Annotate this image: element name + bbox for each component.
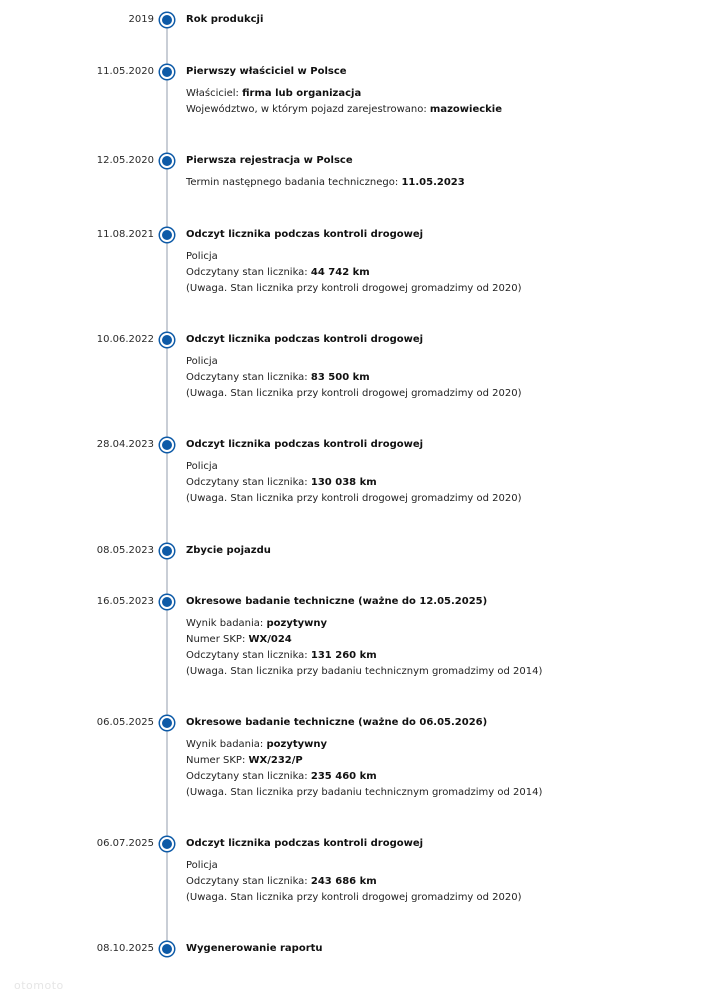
- event-body: [186, 227, 686, 297]
- event-title: Odczyt licznika podczas kontroli drogowej: [186, 838, 424, 849]
- event-title: Pierwsza rejestracja w Polsce: [186, 155, 353, 166]
- event-title: Odczyt licznika podczas kontroli drogowej: [186, 334, 424, 345]
- event-title: Pierwszy właściciel w Polsce: [186, 66, 347, 77]
- event-title: Rok produkcji: [186, 14, 264, 25]
- event-body: [186, 332, 686, 402]
- detail-label: (Uwaga. Stan licznika przy kontroli drogowej gromadzimy od 2020): [186, 892, 522, 903]
- detail-line: [186, 632, 686, 648]
- timeline-dot-icon: [160, 228, 174, 242]
- detail-label: Odczytany stan licznika:: [186, 876, 308, 887]
- detail-label: (Uwaga. Stan licznika przy kontroli drogowej gromadzimy od 2020): [186, 493, 522, 504]
- event-details: [186, 175, 686, 191]
- detail-value: 11.05.2023: [401, 177, 465, 188]
- detail-line: [186, 249, 686, 265]
- event-date: 28.04.2023: [96, 439, 154, 450]
- detail-label: Policja: [186, 461, 218, 472]
- detail-value: 131 260 km: [310, 650, 377, 661]
- event-body: [186, 64, 686, 118]
- event-date: 11.08.2021: [96, 229, 154, 240]
- event-body: [186, 437, 686, 507]
- event-date: 06.05.2025: [96, 717, 154, 728]
- timeline-dot-icon: [160, 942, 174, 956]
- detail-line: [186, 890, 686, 906]
- timeline-dot-icon: [160, 837, 174, 851]
- detail-label: Policja: [186, 860, 218, 871]
- detail-label: (Uwaga. Stan licznika przy kontroli drogowej gromadzimy od 2020): [186, 388, 522, 399]
- event-title: Odczyt licznika podczas kontroli drogowej: [186, 229, 424, 240]
- detail-line: [186, 175, 686, 191]
- detail-value: 130 038 km: [310, 477, 377, 488]
- timeline-dot-icon: [160, 544, 174, 558]
- detail-label: Odczytany stan licznika:: [186, 372, 308, 383]
- event-date: 06.07.2025: [96, 838, 154, 849]
- detail-line: [186, 753, 686, 769]
- detail-value: 235 460 km: [310, 771, 377, 782]
- detail-label: Właściciel:: [186, 88, 239, 99]
- timeline-dot-icon: [160, 154, 174, 168]
- timeline-dot-icon: [160, 595, 174, 609]
- detail-line: [186, 874, 686, 890]
- detail-label: Odczytany stan licznika:: [186, 477, 308, 488]
- timeline-dot-icon: [160, 65, 174, 79]
- detail-value: WX/232/P: [248, 755, 303, 766]
- watermark: otomoto: [14, 979, 64, 992]
- detail-line: [186, 459, 686, 475]
- detail-label: Numer SKP:: [186, 755, 246, 766]
- detail-label: (Uwaga. Stan licznika przy badaniu technicznym gromadzimy od 2014): [186, 787, 543, 798]
- detail-label: Odczytany stan licznika:: [186, 771, 308, 782]
- detail-line: [186, 265, 686, 281]
- detail-label: Odczytany stan licznika:: [186, 650, 308, 661]
- detail-line: [186, 769, 686, 785]
- detail-label: Odczytany stan licznika:: [186, 267, 308, 278]
- detail-value: pozytywny: [266, 618, 328, 629]
- detail-label: Wynik badania:: [186, 739, 264, 750]
- event-title: Okresowe badanie techniczne (ważne do 12.05.2025): [186, 596, 488, 607]
- detail-label: Termin następnego badania technicznego:: [186, 177, 399, 188]
- detail-value: pozytywny: [266, 739, 328, 750]
- event-details: [186, 354, 686, 402]
- event-details: [186, 249, 686, 297]
- detail-line: [186, 491, 686, 507]
- event-details: [186, 86, 686, 118]
- detail-value: mazowieckie: [429, 104, 503, 115]
- event-details: [186, 459, 686, 507]
- event-date: 11.05.2020: [96, 66, 154, 77]
- event-title: Zbycie pojazdu: [186, 545, 271, 556]
- event-date: 12.05.2020: [96, 155, 154, 166]
- timeline-dot-icon: [160, 13, 174, 27]
- detail-line: [186, 664, 686, 680]
- event-body: [186, 836, 686, 906]
- detail-line: [186, 648, 686, 664]
- detail-label: Policja: [186, 251, 218, 262]
- detail-line: [186, 475, 686, 491]
- event-body: [186, 543, 686, 559]
- detail-value: 44 742 km: [310, 267, 370, 278]
- event-date: 10.06.2022: [96, 334, 154, 345]
- detail-label: Województwo, w którym pojazd zarejestrowano:: [186, 104, 427, 115]
- event-date: 08.10.2025: [96, 943, 154, 954]
- event-date: 08.05.2023: [96, 545, 154, 556]
- detail-label: (Uwaga. Stan licznika przy kontroli drogowej gromadzimy od 2020): [186, 283, 522, 294]
- detail-line: [186, 737, 686, 753]
- event-date: 16.05.2023: [96, 596, 154, 607]
- timeline-dot-icon: [160, 438, 174, 452]
- detail-label: (Uwaga. Stan licznika przy badaniu technicznym gromadzimy od 2014): [186, 666, 543, 677]
- detail-line: [186, 370, 686, 386]
- timeline-dot-icon: [160, 333, 174, 347]
- detail-line: [186, 86, 686, 102]
- event-body: [186, 12, 686, 28]
- event-details: [186, 616, 686, 680]
- event-details: [186, 737, 686, 801]
- event-body: [186, 153, 686, 191]
- detail-line: [186, 858, 686, 874]
- detail-line: [186, 281, 686, 297]
- detail-line: [186, 386, 686, 402]
- event-details: [186, 858, 686, 906]
- detail-value: firma lub organizacja: [242, 88, 362, 99]
- detail-line: [186, 785, 686, 801]
- detail-line: [186, 616, 686, 632]
- timeline-dot-icon: [160, 716, 174, 730]
- event-title: Odczyt licznika podczas kontroli drogowej: [186, 439, 424, 450]
- detail-line: [186, 354, 686, 370]
- detail-value: 83 500 km: [310, 372, 370, 383]
- detail-value: 243 686 km: [310, 876, 377, 887]
- detail-value: WX/024: [248, 634, 292, 645]
- detail-line: [186, 102, 686, 118]
- event-date: 2019: [128, 14, 154, 25]
- event-title: Wygenerowanie raportu: [186, 943, 323, 954]
- event-body: [186, 715, 686, 801]
- detail-label: Policja: [186, 356, 218, 367]
- event-body: [186, 941, 686, 957]
- detail-label: Numer SKP:: [186, 634, 246, 645]
- event-body: [186, 594, 686, 680]
- detail-label: Wynik badania:: [186, 618, 264, 629]
- event-title: Okresowe badanie techniczne (ważne do 06.05.2026): [186, 717, 488, 728]
